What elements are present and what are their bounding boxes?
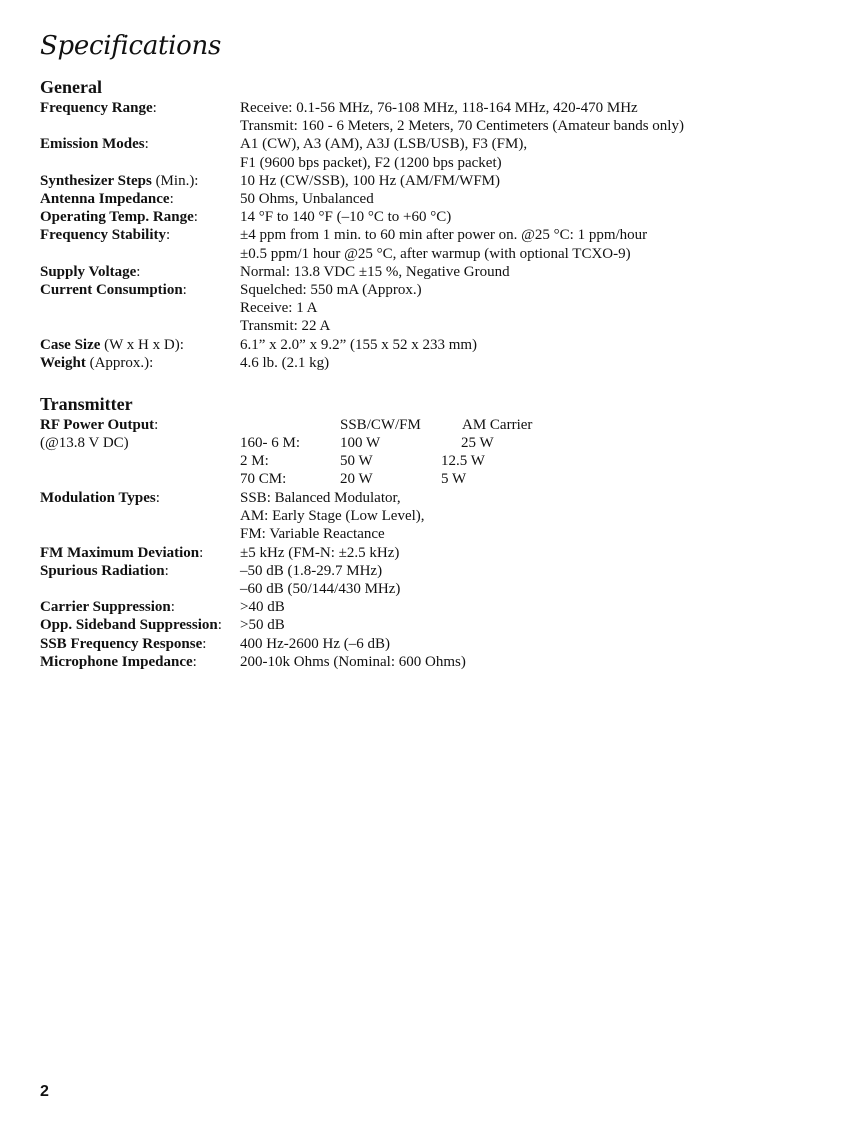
spec-value: Transmit: 22 A [240,318,331,335]
spec-label: Microphone Impedance: [40,653,197,670]
spec-value: 400 Hz-2600 Hz (–6 dB) [240,635,390,652]
col-header-ssb: SSB/CW/FM [340,417,421,433]
spec-value: 200-10k Ohms (Nominal: 600 Ohms) [240,653,466,670]
spec-value: >40 dB [240,599,285,616]
spec-value: F1 (9600 bps packet), F2 (1200 bps packet) [240,154,502,171]
spec-label: Weight (Approx.): [40,354,154,371]
spec-value: Receive: 0.1-56 MHz, 76-108 MHz, 118-164 MHz, 420-470 MHz [240,100,638,116]
power-ssb: 50 W [340,453,373,469]
spec-value: Squelched: 550 mA (Approx.) [240,282,422,298]
spec-label: RF Power Output: [40,417,159,433]
spec-value: ±4 ppm from 1 min. to 60 min after power on. @25 °C: 1 ppm/hour [240,227,648,244]
section-heading-general: General [40,77,102,97]
spec-label: Antenna Impedance: [40,191,174,207]
power-band: 160- 6 M: [240,435,300,451]
spec-label: Carrier Suppression: [40,599,175,616]
spec-value: Receive: 1 A [240,300,318,317]
spec-label: Spurious Radiation: [40,562,169,579]
spec-value: –50 dB (1.8-29.7 MHz) [240,562,383,579]
power-am: 12.5 W [441,453,485,469]
spec-label: Case Size (W x H x D): [40,336,184,353]
spec-value: –60 dB (50/144/430 MHz) [240,580,401,597]
spec-label: SSB Frequency Response: [40,635,207,652]
spec-label: Operating Temp. Range: [40,209,198,226]
spec-label: Current Consumption: [40,282,187,298]
spec-value: A1 (CW), A3 (AM), A3J (LSB/USB), F3 (FM), [240,136,528,153]
power-ssb: 100 W [340,435,381,451]
spec-value: FM: Variable Reactance [240,526,385,543]
spec-value: ±5 kHz (FM-N: ±2.5 kHz) [240,544,400,561]
spec-label: Opp. Sideband Suppression: [40,617,222,634]
spec-value: AM: Early Stage (Low Level), [240,508,425,525]
section-heading-transmitter: Transmitter [40,394,133,414]
spec-value: 14 °F to 140 °F (–10 °C to +60 °C) [240,209,452,226]
spec-value: >50 dB [240,617,285,634]
spec-label: Frequency Stability: [40,227,171,244]
spec-label: Emission Modes: [40,136,149,153]
power-band: 70 CM: [240,471,287,487]
power-am: 25 W [461,435,494,451]
power-ssb: 20 W [340,471,373,487]
spec-value: 4.6 lb. (2.1 kg) [240,354,330,371]
spec-label: Frequency Range: [40,100,157,116]
spec-label: FM Maximum Deviation: [40,544,204,561]
spec-value: Transmit: 160 - 6 Meters, 2 Meters, 70 Centimeters (Amateur bands only) [240,118,684,135]
spec-value: Normal: 13.8 VDC ±15 %, Negative Ground [240,263,510,280]
page-number: 2 [40,1083,49,1100]
col-header-am: AM Carrier [462,417,533,433]
power-am: 5 W [441,471,467,487]
spec-label: Modulation Types: [40,490,160,506]
page-title: Specifications [40,31,222,61]
spec-value: 10 Hz (CW/SSB), 100 Hz (AM/FM/WFM) [240,172,501,189]
spec-value: ±0.5 ppm/1 hour @25 °C, after warmup (with optional TCXO-9) [240,245,631,262]
spec-value: 6.1” x 2.0” x 9.2” (155 x 52 x 233 mm) [240,336,478,353]
spec-value: 50 Ohms, Unbalanced [240,191,374,207]
spec-label: Supply Voltage: [40,263,141,280]
spec-label: Synthesizer Steps (Min.): [40,172,199,189]
spec-value: SSB: Balanced Modulator, [240,490,401,506]
power-band: 2 M: [240,453,269,469]
